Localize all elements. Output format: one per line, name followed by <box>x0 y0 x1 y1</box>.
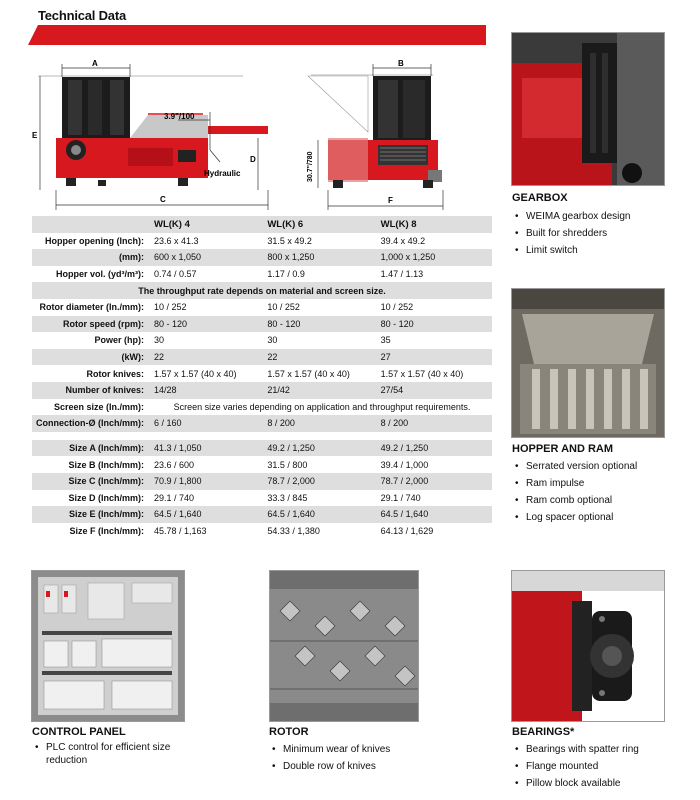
table-row: Hopper opening (Inch): 23.6 x 41.3 31.5 x 49.2 39.4 x 49.2 <box>45 235 426 246</box>
gearbox-title: GEARBOX <box>512 192 568 204</box>
control-panel-title: CONTROL PANEL <box>32 726 126 738</box>
table-row: Size C (Inch/mm): 70.9 / 1,800 78.7 / 2,000 78.7 / 2,000 <box>32 473 492 490</box>
title-banner <box>28 25 486 45</box>
bearings-title: BEARINGS* <box>512 726 575 738</box>
gearbox-list <box>512 208 631 259</box>
table-row: Rotor diameter (In./mm): 10 / 252 10 / 252 10 / 252 <box>39 302 414 313</box>
list-item: • Limit switch <box>526 242 631 259</box>
list-item: • Bearings with spatter ring <box>526 741 639 758</box>
table-row: Size E (Inch/mm): 64.5 / 1,640 64.5 / 1,640 64.5 / 1,640 <box>32 506 492 523</box>
dim-b-label: B <box>398 59 404 68</box>
list-item: • Log spacer optional <box>526 509 637 526</box>
list-item: • Serrated version optional <box>526 458 637 475</box>
col-header: WL(K) 8 <box>379 216 492 233</box>
table-row: Connection-Ø (Inch/mm): 6 / 160 8 / 200 8 / 200 <box>32 415 492 432</box>
col-header: WL(K) 4 <box>152 216 265 233</box>
hopper-list <box>512 458 637 526</box>
hopper-photo <box>511 288 665 438</box>
spec-table <box>32 216 492 539</box>
list-item: • Pillow block available <box>526 775 639 792</box>
table-row: Power (hp): 30 30 35 <box>94 335 391 346</box>
rotor-list <box>269 741 390 775</box>
table-row: Screen size (In./mm): Screen size varies depending on application and throughput requirements. <box>53 401 471 412</box>
list-item: • Double row of knives <box>283 758 390 775</box>
height-label: 30.7"/780 <box>307 151 314 182</box>
table-row: (mm): 600 x 1,050 800 x 1,250 1,000 x 1,250 <box>32 249 492 266</box>
control-panel-photo <box>31 570 185 722</box>
bearings-list <box>512 741 639 792</box>
table-header-row <box>32 216 492 233</box>
list-item: • Minimum wear of knives <box>283 741 390 758</box>
control-panel-list <box>32 741 196 767</box>
angle-label: 3.9"/100 <box>164 112 195 121</box>
page-title: Technical Data <box>38 8 126 23</box>
table-note-row: The throughput rate depends on material and screen size. <box>32 282 492 299</box>
front-view <box>308 76 442 188</box>
table-row: (kW): 22 22 27 <box>32 349 492 366</box>
table-row: Size A (Inch/mm): 41.3 / 1,050 49.2 / 1,250 49.2 / 1,250 <box>32 440 492 457</box>
list-item: • WEIMA gearbox design <box>526 208 631 225</box>
table-row: Size F (Inch/mm): 45.78 / 1,163 54.33 / 1,380 64.13 / 1,629 <box>69 525 434 536</box>
table-row: Size B (Inch/mm): 23.6 / 600 31.5 / 800 39.4 / 1,000 <box>68 459 429 470</box>
dim-d-label: D <box>250 155 256 164</box>
rotor-photo <box>269 570 419 722</box>
hydraulic-label: Hydraulic <box>204 169 241 178</box>
table-row: Rotor speed (rpm): 80 - 120 80 - 120 80 - 120 <box>32 316 492 333</box>
dim-f-label: F <box>388 196 393 205</box>
hopper-title: HOPPER AND RAM <box>512 443 614 455</box>
list-item: • Flange mounted <box>526 758 639 775</box>
dim-a-label: A <box>92 59 98 68</box>
table-row: Size D (Inch/mm): 29.1 / 740 33.3 / 845 29.1 / 740 <box>68 492 421 503</box>
table-row: Hopper vol. (yd³/m³): 0.74 / 0.57 1.17 / 0.9 1.47 / 1.13 <box>56 269 424 280</box>
rotor-title: ROTOR <box>269 726 309 738</box>
list-item: • Ram comb optional <box>526 492 637 509</box>
col-header: WL(K) 6 <box>265 216 378 233</box>
list-item: • PLC control for efficient size reduction <box>46 741 196 767</box>
dim-e-label: E <box>32 131 38 140</box>
bearings-photo <box>511 570 665 722</box>
dim-c-label: C <box>160 195 166 204</box>
gearbox-photo <box>511 32 665 186</box>
table-row: Rotor knives: 1.57 x 1.57 (40 x 40) 1.57 x 1.57 (40 x 40) 1.57 x 1.57 (40 x 40) <box>86 368 464 379</box>
technical-drawing <box>28 50 498 215</box>
list-item: • Built for shredders <box>526 225 631 242</box>
table-row: Number of knives: 14/28 21/42 27/54 <box>32 382 492 399</box>
list-item: • Ram impulse <box>526 475 637 492</box>
